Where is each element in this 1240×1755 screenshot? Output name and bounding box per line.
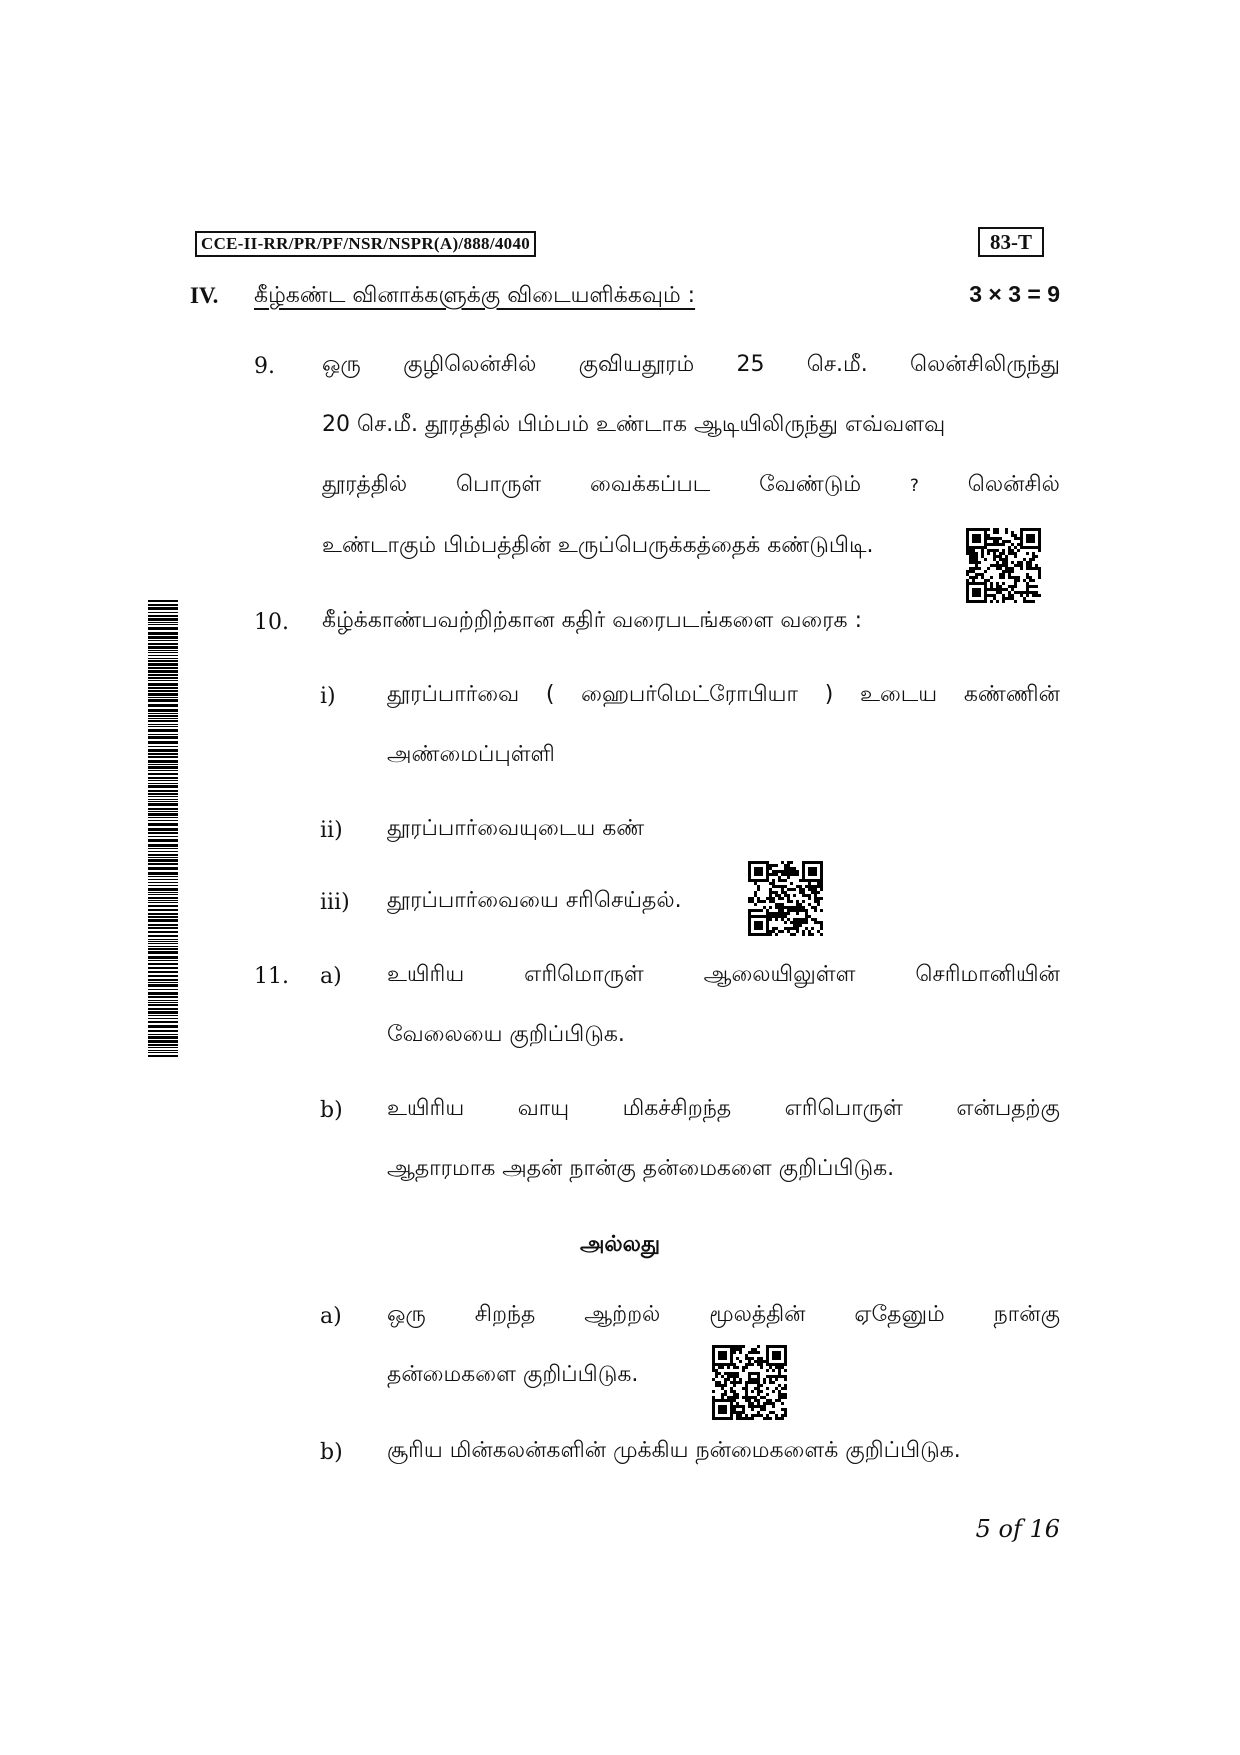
word: எரிமொருள் bbox=[524, 962, 644, 987]
word: வாயு bbox=[517, 1096, 570, 1121]
question-10-number: 10. bbox=[254, 610, 289, 635]
page-number: 5 of 16 bbox=[975, 1515, 1060, 1543]
question-10-i-label: i) bbox=[320, 684, 336, 709]
question-11-a-line-2: வேலையை குறிப்பிடுக. bbox=[387, 1022, 625, 1047]
qr-code-question-9[interactable] bbox=[966, 528, 1041, 603]
qr-code-question-10[interactable] bbox=[748, 861, 823, 936]
word: தூரத்தில் bbox=[322, 472, 408, 497]
question-11-alt-a-line-2: தன்மைகளை குறிப்பிடுக. bbox=[387, 1362, 639, 1387]
word: உயிரிய bbox=[387, 962, 465, 987]
question-11-b-line-1 bbox=[387, 1096, 1060, 1124]
qr-code-question-11[interactable] bbox=[712, 1345, 787, 1420]
question-11-alt-a-line-1 bbox=[387, 1302, 1060, 1330]
word: ? bbox=[909, 476, 919, 496]
word: லென்சில் bbox=[967, 472, 1060, 497]
section-number: IV. bbox=[190, 283, 219, 308]
question-10-iii-label: iii) bbox=[320, 890, 350, 915]
word: ( bbox=[545, 682, 555, 707]
or-separator: அல்லது bbox=[579, 1232, 661, 1257]
word: ஏதேனும் bbox=[854, 1302, 945, 1327]
question-11-alt-a-label: a) bbox=[320, 1304, 342, 1329]
word: உடைய bbox=[859, 682, 938, 707]
question-11-number: 11. bbox=[254, 964, 289, 989]
word: லென்சிலிருந்து bbox=[910, 352, 1060, 377]
subject-code-badge: 83-T bbox=[978, 227, 1044, 257]
question-10-ii-label: ii) bbox=[320, 818, 343, 843]
word: பொருள் bbox=[455, 472, 542, 497]
word: எரிபொருள் bbox=[784, 1096, 903, 1121]
word: உயிரிய bbox=[387, 1096, 465, 1121]
question-10-stem: கீழ்க்காண்பவற்றிற்கான கதிர் வரைபடங்களை வரைக : bbox=[322, 608, 863, 633]
question-9-line-4: உண்டாகும் பிம்பத்தின் உருப்பெருக்கத்தைக் கண்டுபிடி. bbox=[322, 533, 874, 558]
question-11-alt-b-label: b) bbox=[320, 1440, 343, 1465]
word: ஒரு bbox=[387, 1302, 426, 1327]
question-9-line-1 bbox=[322, 352, 1060, 380]
question-11-alt-b-text: சூரிய மின்கலன்களின் முக்கிய நன்மைகளைக் குறிப்பிடுக. bbox=[387, 1438, 961, 1463]
word: கண்ணின் bbox=[963, 682, 1060, 707]
word: ஒரு bbox=[322, 352, 361, 377]
question-9-number: 9. bbox=[254, 354, 275, 379]
question-9-line-2: 20 செ.மீ. தூரத்தில் பிம்பம் உண்டாக ஆடியிலிருந்து எவ்வளவு bbox=[322, 412, 946, 437]
question-paper-code: CCE-II-RR/PR/PF/NSR/NSPR(A)/888/4040 bbox=[195, 231, 536, 257]
word: ) bbox=[824, 682, 834, 707]
word: ஆற்றல் bbox=[584, 1302, 661, 1327]
word: ஆலையிலுள்ள bbox=[703, 962, 856, 987]
word: என்பதற்கு bbox=[956, 1096, 1060, 1121]
word: மிகச்சிறந்த bbox=[622, 1096, 732, 1121]
word: தூரப்பார்வை bbox=[387, 682, 520, 707]
section-marks: 3 × 3 = 9 bbox=[969, 281, 1060, 307]
word: சிறந்த bbox=[474, 1302, 536, 1327]
question-10-ii-text: தூரப்பார்வையுடைய கண் bbox=[387, 816, 645, 841]
section-title: கீழ்கண்ட வினாக்களுக்கு விடையளிக்கவும் : bbox=[254, 283, 696, 308]
question-10-i-line-1 bbox=[387, 682, 1060, 710]
word: ஹைபர்மெட்ரோபியா bbox=[581, 682, 799, 707]
question-9-line-3 bbox=[322, 472, 1060, 500]
word: குழிலென்சில் bbox=[403, 352, 537, 377]
word: நான்கு bbox=[993, 1302, 1060, 1327]
question-11-b-label: b) bbox=[320, 1098, 343, 1123]
question-10-i-line-2: அண்மைப்புள்ளி bbox=[387, 742, 555, 767]
barcode-icon bbox=[148, 600, 178, 1060]
question-11-a-line-1 bbox=[387, 962, 1060, 990]
word: 25 bbox=[736, 352, 765, 377]
word: செரிமானியின் bbox=[915, 962, 1060, 987]
word: வேண்டும் bbox=[759, 472, 862, 497]
word: மூலத்தின் bbox=[709, 1302, 806, 1327]
question-10-iii-text: தூரப்பார்வையை சரிசெய்தல். bbox=[387, 888, 682, 913]
question-11-a-label: a) bbox=[320, 964, 342, 989]
word: குவியதூரம் bbox=[578, 352, 695, 377]
word: வைக்கப்பட bbox=[590, 472, 711, 497]
question-11-b-line-2: ஆதாரமாக அதன் நான்கு தன்மைகளை குறிப்பிடுக. bbox=[387, 1156, 895, 1181]
word: செ.மீ. bbox=[806, 352, 868, 377]
